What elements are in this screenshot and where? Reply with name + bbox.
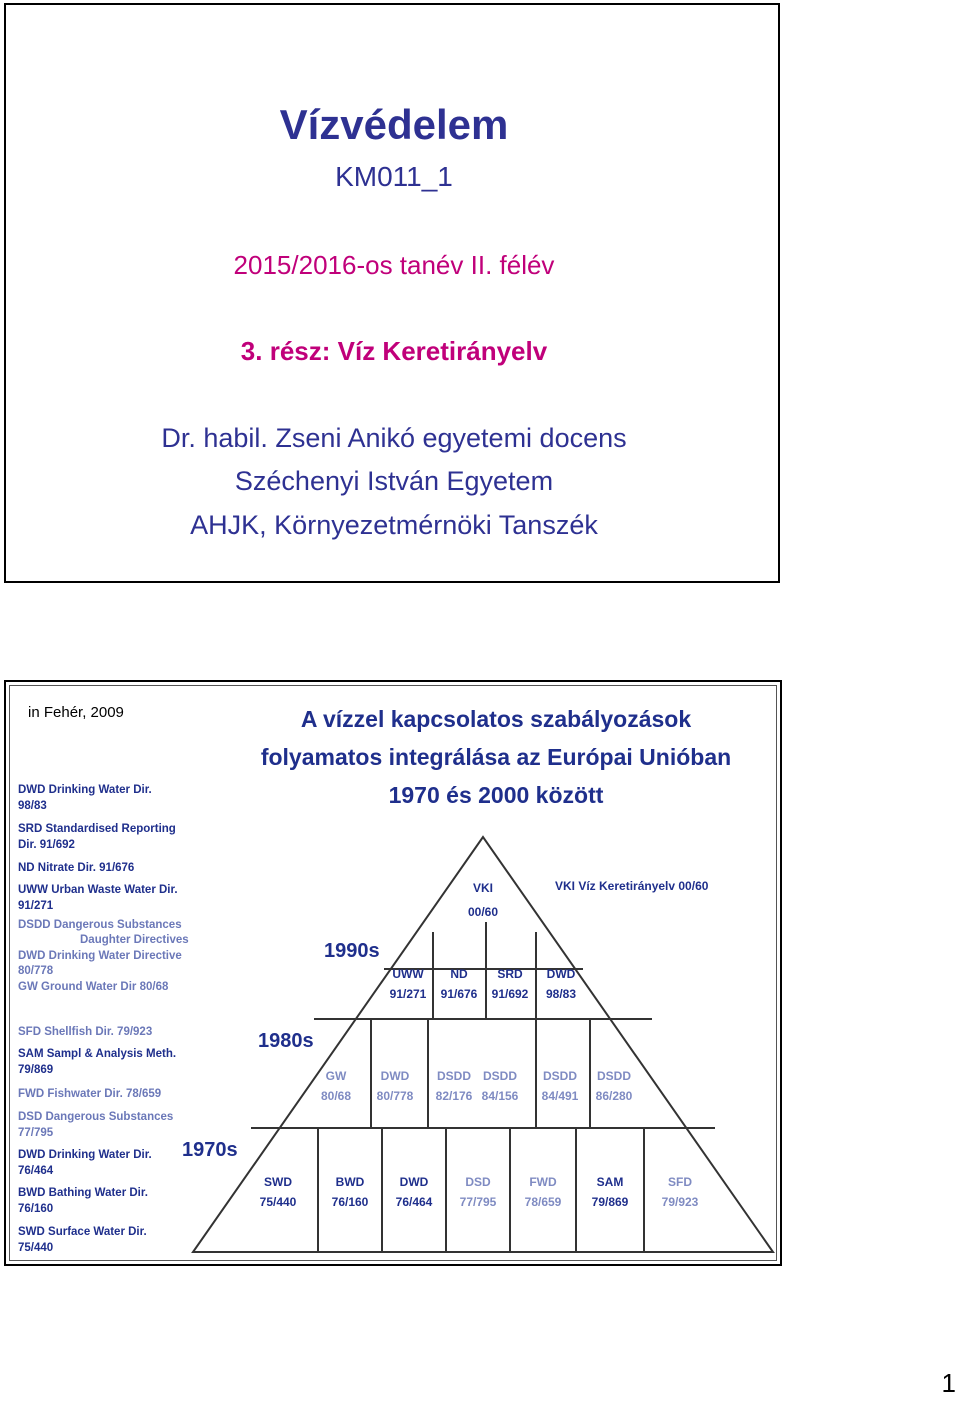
source-note: in Fehér, 2009 (28, 704, 124, 721)
university-text: Széchenyi István Egyetem (234, 466, 554, 496)
department-text: AHJK, Környezetmérnöki Tanszék (190, 510, 598, 540)
legend-item: 79/869 (18, 1064, 54, 1076)
legend-item: 91/271 (18, 900, 54, 912)
title-slide (4, 3, 780, 583)
cell-number: 77/795 (459, 1195, 497, 1209)
cell-name: SWD (264, 1175, 292, 1189)
legend-item: 77/795 (18, 1127, 54, 1139)
heading-line-2: folyamatos integrálása az Európai Unióban (260, 744, 732, 770)
cell-number: 80/778 (376, 1089, 414, 1103)
cell-number: 91/271 (389, 987, 427, 1001)
cell-name: DSDD (436, 1069, 471, 1083)
cell-number: 79/869 (591, 1195, 629, 1209)
cell-name: DWD (399, 1175, 429, 1189)
cell-name: DSDD (596, 1069, 631, 1083)
cell-number: 79/923 (661, 1195, 699, 1209)
legend-item: 80/778 (18, 965, 54, 977)
slide-title: Vízvédelem (279, 101, 509, 148)
cell-name: DWD (546, 967, 576, 981)
cell-name: ND (450, 967, 468, 981)
cell-name: DSDD (542, 1069, 577, 1083)
legend-item: 76/160 (18, 1203, 54, 1215)
cell-name: BWD (335, 1175, 365, 1189)
cell-number: 91/692 (491, 987, 529, 1001)
legend-item: Daughter Directives (80, 934, 189, 946)
cell-name: DWD (380, 1069, 410, 1083)
heading-line-3: 1970 és 2000 között (388, 782, 604, 808)
pyramid-slide (4, 680, 782, 1266)
legend-item: DSDD Dangerous Substances (18, 919, 182, 931)
cell-number: 78/659 (524, 1195, 562, 1209)
legend-item: SFD Shellfish Dir. 79/923 (18, 1026, 153, 1038)
legend-item: UWW Urban Waste Water Dir. (18, 884, 178, 896)
vki-label: VKI Víz Keretirányelv 00/60 (555, 879, 709, 893)
cell-name: SAM (596, 1175, 624, 1189)
legend-item: Dir. 91/692 (18, 839, 75, 851)
cell-name: DSDD (482, 1069, 517, 1083)
cell-number: 91/676 (440, 987, 478, 1001)
legend-item: SAM Sampl & Analysis Meth. (18, 1048, 177, 1060)
course-code: KM011_1 (335, 161, 453, 192)
decade-1980s: 1980s (258, 1030, 314, 1052)
cell-number: 76/464 (395, 1195, 433, 1209)
cell-name: SFD (668, 1175, 692, 1189)
legend-item: DWD Drinking Water Directive (18, 950, 182, 962)
legend-item: SRD Standardised Reporting (18, 823, 176, 835)
cell-name: SRD (497, 967, 523, 981)
semester-text: 2015/2016-os tanév II. félév (233, 250, 555, 280)
legend-item: DWD Drinking Water Dir. (18, 784, 152, 796)
legend-item: DWD Drinking Water Dir. (18, 1149, 152, 1161)
cell-number: 84/156 (481, 1089, 519, 1103)
legend-item: SWD Surface Water Dir. (18, 1226, 147, 1238)
part-title: 3. rész: Víz Keretirányelv (240, 336, 548, 366)
cell-number: 80/68 (320, 1089, 352, 1103)
cell-name: DSD (465, 1175, 491, 1189)
vki-number: 00/60 (467, 905, 499, 919)
legend-item: DSD Dangerous Substances (18, 1111, 174, 1123)
cell-number: 75/440 (259, 1195, 297, 1209)
legend-item: 76/464 (18, 1165, 54, 1177)
cell-number: 86/280 (595, 1089, 633, 1103)
page-number: 1 (941, 1368, 956, 1398)
legend-item: 98/83 (18, 800, 47, 812)
legend-item: 75/440 (18, 1242, 54, 1254)
cell-number: 82/176 (435, 1089, 473, 1103)
cell-number: 76/160 (331, 1195, 369, 1209)
legend-item: GW Ground Water Dir 80/68 (18, 981, 169, 993)
cell-name: GW (325, 1069, 347, 1083)
cell-name: FWD (529, 1175, 557, 1189)
decade-1970s: 1970s (182, 1139, 238, 1161)
decade-1990s: 1990s (324, 940, 380, 962)
heading-line-1: A vízzel kapcsolatos szabályozások (300, 706, 692, 732)
legend-item: BWD Bathing Water Dir. (18, 1187, 148, 1199)
cell-number: 84/491 (541, 1089, 579, 1103)
author-text: Dr. habil. Zseni Anikó egyetemi docens (161, 423, 627, 453)
legend-item: FWD Fishwater Dir. 78/659 (18, 1088, 162, 1100)
cell-number: 98/83 (545, 987, 577, 1001)
vki-name: VKI (472, 881, 493, 895)
legend-item: ND Nitrate Dir. 91/676 (18, 862, 135, 874)
cell-name: UWW (392, 967, 424, 981)
